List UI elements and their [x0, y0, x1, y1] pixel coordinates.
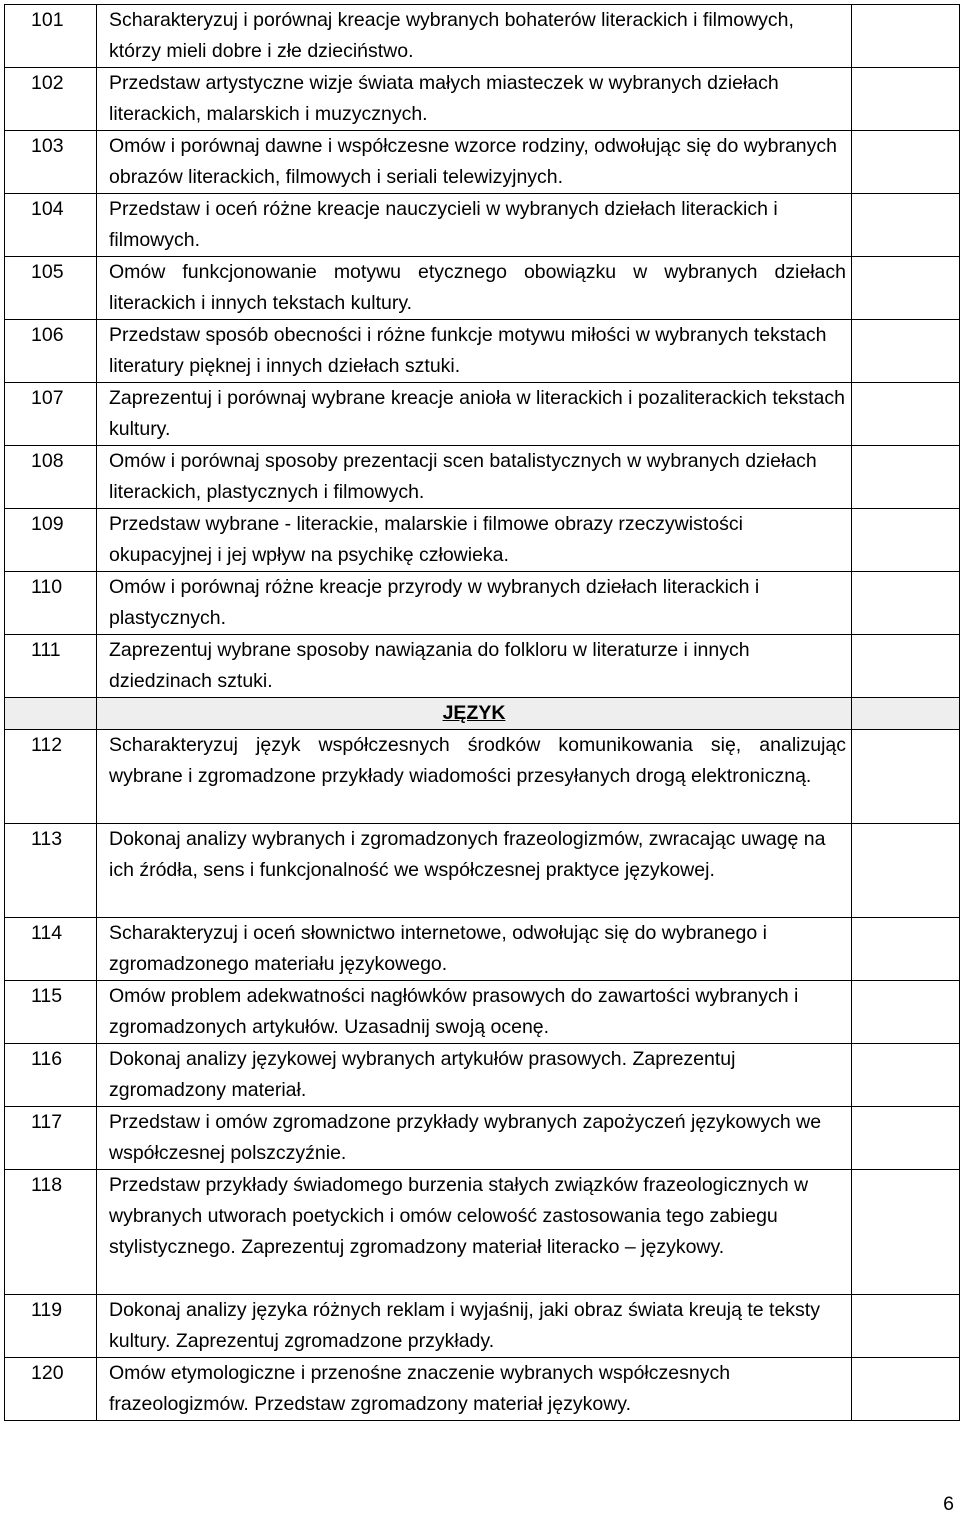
empty-cell [852, 257, 960, 320]
topic-text: Scharakteryzuj i porównaj kreacje wybranych bohaterów literackich i filmowych, którzy mieli dobre i złe dzieciństwo. [97, 5, 852, 68]
empty-cell [852, 981, 960, 1044]
table-row [5, 131, 960, 194]
topic-text: Omów funkcjonowanie motywu etycznego obowiązku w wybranych dziełach literackich i innych tekstach kultury. [97, 257, 852, 320]
table-row [5, 68, 960, 131]
topic-text: Dokonaj analizy wybranych i zgromadzonych frazeologizmów, zwracając uwagę na ich źródła, sens i funkcjonalność we współczesnej praktyce językowej. [97, 824, 852, 918]
topic-text: Scharakteryzuj język współczesnych środków komunikowania się, analizując wybrane i zgromadzone przykłady wiadomości przesyłanych drogą elektroniczną. [97, 730, 852, 824]
empty-cell [852, 509, 960, 572]
topic-text: Dokonaj analizy języka różnych reklam i wyjaśnij, jaki obraz świata kreują te teksty kultury. Zaprezentuj zgromadzone przykłady. [97, 1295, 852, 1358]
empty-cell [852, 1170, 960, 1295]
empty-cell [852, 635, 960, 698]
empty-cell [852, 918, 960, 981]
topic-number: 117 [5, 1107, 97, 1170]
empty-cell [852, 1107, 960, 1170]
table-row [5, 981, 960, 1044]
topic-number: 102 [5, 68, 97, 131]
section-header-row [5, 698, 960, 730]
topic-number: 111 [5, 635, 97, 698]
page-number: 6 [943, 1493, 954, 1515]
table-row [5, 918, 960, 981]
section-extra-cell [852, 698, 960, 730]
empty-cell [852, 1044, 960, 1107]
topic-number: 109 [5, 509, 97, 572]
empty-cell [852, 1358, 960, 1421]
topic-text: Przedstaw i omów zgromadzone przykłady wybranych zapożyczeń językowych we współczesnej polszczyźnie. [97, 1107, 852, 1170]
topic-text: Scharakteryzuj i oceń słownictwo internetowe, odwołując się do wybranego i zgromadzonego materiału językowego. [97, 918, 852, 981]
empty-cell [852, 824, 960, 918]
topic-number: 112 [5, 730, 97, 824]
section-number-cell [5, 698, 97, 730]
topic-text: Przedstaw wybrane - literackie, malarskie i filmowe obrazy rzeczywistości okupacyjnej i jej wpływ na psychikę człowieka. [97, 509, 852, 572]
topic-number: 101 [5, 5, 97, 68]
topics-table [4, 4, 960, 1421]
topic-number: 110 [5, 572, 97, 635]
topic-text: Przedstaw artystyczne wizje świata małych miasteczek w wybranych dziełach literackich, malarskich i muzycznych. [97, 68, 852, 131]
topic-number: 114 [5, 918, 97, 981]
topic-text: Zaprezentuj wybrane sposoby nawiązania do folkloru w literaturze i innych dziedzinach sztuki. [97, 635, 852, 698]
topic-text: Omów etymologiczne i przenośne znaczenie wybranych współczesnych frazeologizmów. Przedstaw zgromadzony materiał językowy. [97, 1358, 852, 1421]
empty-cell [852, 5, 960, 68]
empty-cell [852, 383, 960, 446]
topic-text: Omów i porównaj sposoby prezentacji scen batalistycznych w wybranych dziełach literackich, plastycznych i filmowych. [97, 446, 852, 509]
topic-text: Omów i porównaj różne kreacje przyrody w wybranych dziełach literackich i plastycznych. [97, 572, 852, 635]
topics-table-body [5, 5, 960, 1421]
empty-cell [852, 446, 960, 509]
section-title: JĘZYK [97, 698, 852, 730]
topic-text: Przedstaw i oceń różne kreacje nauczycieli w wybranych dziełach literackich i filmowych. [97, 194, 852, 257]
table-row [5, 5, 960, 68]
table-row [5, 1044, 960, 1107]
empty-cell [852, 194, 960, 257]
topic-number: 116 [5, 1044, 97, 1107]
table-row [5, 572, 960, 635]
table-row [5, 1170, 960, 1295]
topic-number: 103 [5, 131, 97, 194]
table-row [5, 1107, 960, 1170]
topic-number: 118 [5, 1170, 97, 1295]
empty-cell [852, 320, 960, 383]
topic-number: 115 [5, 981, 97, 1044]
topic-number: 113 [5, 824, 97, 918]
table-row [5, 383, 960, 446]
topic-number: 107 [5, 383, 97, 446]
empty-cell [852, 572, 960, 635]
table-row [5, 257, 960, 320]
table-row [5, 320, 960, 383]
table-row [5, 1358, 960, 1421]
table-row [5, 824, 960, 918]
empty-cell [852, 68, 960, 131]
topic-number: 106 [5, 320, 97, 383]
topic-text: Przedstaw przykłady świadomego burzenia stałych związków frazeologicznych w wybranych utworach poetyckich i omów celowość zastosowania tego zabiegu stylistycznego. Zaprezentuj zgromadzony materiał literacko – językowy. [97, 1170, 852, 1295]
table-row [5, 1295, 960, 1358]
table-row [5, 635, 960, 698]
topic-number: 105 [5, 257, 97, 320]
topic-number: 119 [5, 1295, 97, 1358]
table-row [5, 446, 960, 509]
topic-text: Omów problem adekwatności nagłówków prasowych do zawartości wybranych i zgromadzonych artykułów. Uzasadnij swoją ocenę. [97, 981, 852, 1044]
empty-cell [852, 1295, 960, 1358]
topic-text: Omów i porównaj dawne i współczesne wzorce rodziny, odwołując się do wybranych obrazów literackich, filmowych i seriali telewizyjnych. [97, 131, 852, 194]
empty-cell [852, 131, 960, 194]
topic-number: 108 [5, 446, 97, 509]
table-row [5, 194, 960, 257]
topic-number: 104 [5, 194, 97, 257]
table-row [5, 730, 960, 824]
topic-text: Zaprezentuj i porównaj wybrane kreacje anioła w literackich i pozaliterackich tekstach kultury. [97, 383, 852, 446]
topic-text: Dokonaj analizy językowej wybranych artykułów prasowych. Zaprezentuj zgromadzony materiał. [97, 1044, 852, 1107]
topic-text: Przedstaw sposób obecności i różne funkcje motywu miłości w wybranych tekstach literatury pięknej i innych dziełach sztuki. [97, 320, 852, 383]
topic-number: 120 [5, 1358, 97, 1421]
table-row [5, 509, 960, 572]
empty-cell [852, 730, 960, 824]
